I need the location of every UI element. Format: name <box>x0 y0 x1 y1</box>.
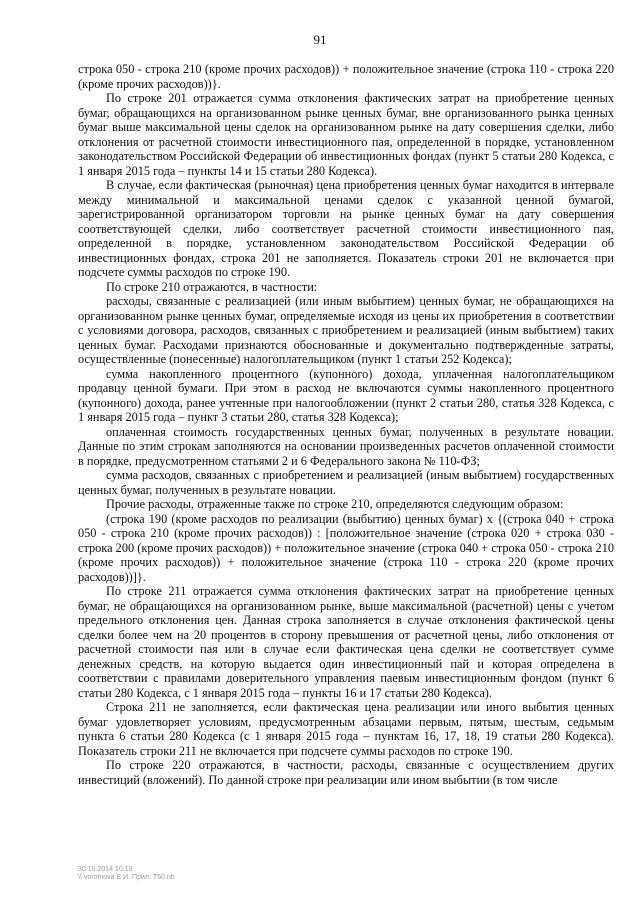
paragraph-continuation: строка 050 - строка 210 (кроме прочих расходов)) + положительное значение (строка 110 - строка 220 (кроме прочих расходов))}. <box>78 62 614 91</box>
paragraph-line-210-intro: По строке 210 отражаются, в частности: <box>106 279 318 294</box>
document-body <box>78 62 614 787</box>
page-number: 91 <box>313 32 327 47</box>
paragraph-line-210-item-1: расходы, связанные с реализацией (или иным выбытием) ценных бумаг, не обращающихся на организованном рынке ценных бумаг, определяемые исходя из цены их приобретения в соответствии с условиями договора, расходов, связанных с приобретением и реализацией (иным выбытием) таких ценных бумаг. Расходами признаются обоснованные и документально подтвержденные затраты, осуществленные (понесенные) налогоплательщиком (пункт 1 статьи 252 Кодекса); <box>78 294 614 366</box>
paragraph-formula: (строка 190 (кроме расходов по реализации (выбытию) ценных бумаг) x {(строка 040 + строка 050 - строка 210 (кроме прочих расходов)) : [положительное значение (строка 020 + строка 030 - строка 200 (кроме прочих расходов)) + положительное значение (строка 040 + строка 050 - строка 210 (кроме прочих расходов)) + положительное значение (строка 110 - строка 220 (кроме прочих расходов))]}. <box>78 511 614 584</box>
paragraph-line-201-exception: В случае, если фактическая (рыночная) цена приобретения ценных бумаг находится в интервале между минимальной и максимальной ценами сделок с указанной ценной бумагой, зарегистрированной организатором торговли на рынке ценных бумаг на дату совершения соответствующей сделки, либо соответствует расчетной стоимости инвестиционного пая, определенной в порядке, установленном законодательством Российской Федерации об инвестиционных фондах, строка 201 не заполняется. Показатель строки 201 не включается при подсчете суммы расходов по строке 190. <box>78 178 614 279</box>
paragraph-line-210-item-2: сумма накопленного процентного (купонного) дохода, уплаченная налогоплательщиком продавцу ценной бумаги. При этом в расход не включаются суммы накопленного процентного (купонного) дохода, ранее учтенные при налогообложении (пункт 2 статьи 280, статья 328 Кодекса, с 1 января 2015 года – пункт 3 статьи 280, статья 328 Кодекса); <box>78 366 614 424</box>
paragraph-line-210-item-3: оплаченная стоимость государственных ценных бумаг, полученных в результате новации. Данные по этим строкам заполняются на основании произведенных расчетов оплаченной стоимости в порядке, предусмотренном статьями 2 и 6 Федерального закона № 110-ФЗ; <box>78 424 614 468</box>
footer-file-path: \\ vorotnova Е.И. Прил. Т50.nb <box>78 874 175 881</box>
file-footer <box>78 866 175 882</box>
footer-timestamp: 30.10.2014 10:19 <box>78 866 133 873</box>
paragraph-line-211-exception: Строка 211 не заполняется, если фактическая цена реализации или иного выбытия ценных бумаг удовлетворяет условиям, предусмотренным абзацами первым, пятым, шестым, седьмым пункта 6 статьи 280 Кодекса (с 1 января 2015 года – пунктам 16, 17, 18, 19 статьи 280 Кодекса). Показатель строки 211 не включается при подсчете суммы расходов по строке 190. <box>78 700 614 758</box>
paragraph-line-201: По строке 201 отражается сумма отклонения фактических затрат на приобретение ценных бумаг, обращающихся на организованном рынке ценных бумаг, вне организованного рынка ценных бумаг выше максимальной цены сделок на организованном рынке на дату совершения сделки, либо отклонения от расчетной стоимости инвестиционного пая, определенной в порядке, установленном законодательством Российской Федерации об инвестиционных фондах (пункт 5 статьи 280 Кодекса, с 1 января 2015 года – пункты 14 и 15 статьи 280 Кодекса). <box>78 91 614 178</box>
paragraph-line-220: По строке 220 отражаются, в частности, расходы, связанные с осуществлением других инвестиций (вложений). По данной строке при реализации или ином выбытии (в том числе <box>78 758 614 787</box>
paragraph-other-expenses: Прочие расходы, отраженные также по строке 210, определяются следующим образом: <box>106 497 564 511</box>
paragraph-line-210-item-4: сумма расходов, связанных с приобретением и реализацией (иным выбытием) государственных ценных бумаг, полученных в результате новации. <box>78 468 614 497</box>
paragraph-line-211: По строке 211 отражается сумма отклонения фактических затрат на приобретение ценных бумаг, не обращающихся на организованном рынке, выше максимальной (расчетной) цены с учетом предельного отклонения цен. Данная строка заполняется в случае отклонения фактической цены сделки более чем на 20 процентов в сторону превышения от расчетной цены, либо отклонения от расчетной стоимости пая или в случае если фактическая цена сделки не соответствует сумме денежных средств, на которую выдается один инвестиционный пай и которая определена в соответствии с правилами доверительного управления паевым инвестиционным фондом (пункт 6 статьи 280 Кодекса, с 1 января 2015 года – пункты 16 и 17 статьи 280 Кодекса). <box>78 584 614 700</box>
